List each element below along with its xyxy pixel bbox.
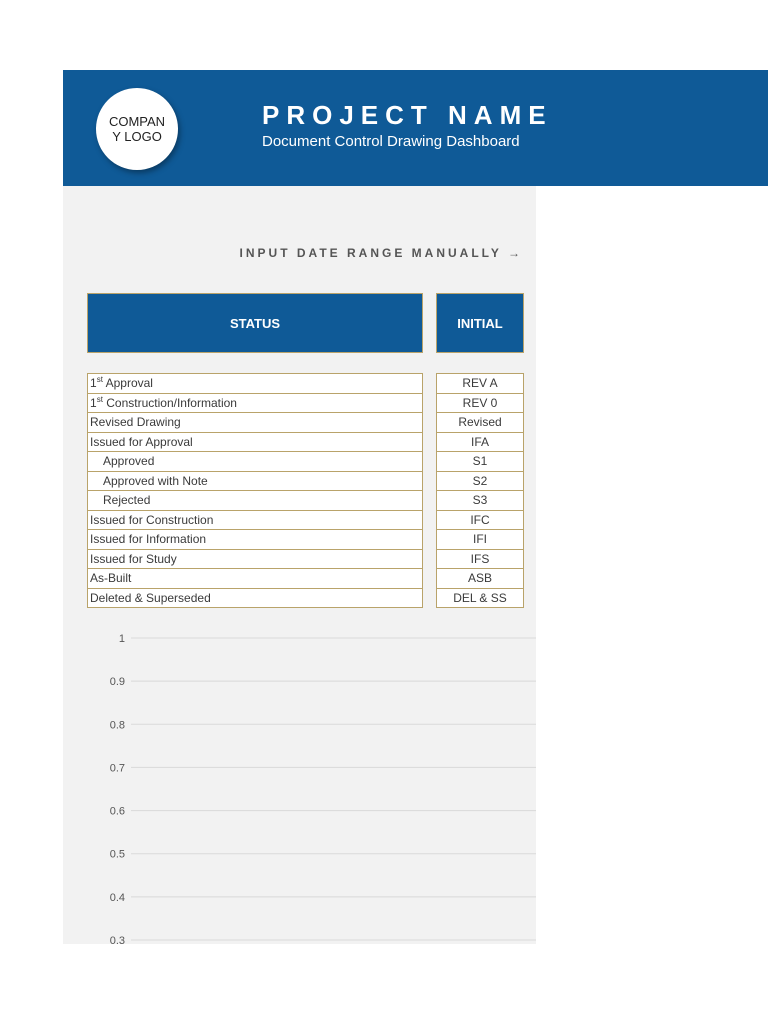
status-cell [87,529,423,550]
status-cell [87,432,423,453]
table-row [63,412,536,432]
status-cell [87,549,423,570]
status-cell [87,373,423,394]
y-tick-label: 0.7 [109,762,125,775]
status-cell [87,568,423,589]
company-logo [96,88,178,170]
initial-cell: IFI [436,529,524,550]
status-label: Issued for Study [90,551,177,566]
initial-cell: S1 [436,451,524,472]
initial-cell: IFS [436,549,524,570]
dashboard-header [63,70,768,186]
y-tick-label: 0.8 [109,719,125,732]
status-chart [63,626,536,944]
status-column-header: STATUS [87,293,423,353]
y-tick-label: 0.4 [109,891,125,904]
table-row [63,549,536,569]
y-tick-label: 0.5 [109,848,125,861]
initial-cell: IFC [436,510,524,531]
status-label: Deleted & Superseded [90,590,211,605]
initial-cell: ASB [436,568,524,589]
status-label: As-Built [90,571,132,585]
table-row [63,373,536,393]
status-number: 1 [90,376,97,390]
initial-cell: IFA [436,432,524,453]
status-label: Construction/Information [102,395,237,410]
status-ordinal-suffix: st [96,394,103,404]
status-label: Approved with Note [103,473,208,488]
dashboard-panel [63,186,536,944]
status-number: 1 [90,395,97,410]
project-title: PROJECT NAME [262,100,553,130]
status-label: Approved [103,454,155,468]
logo-text: COMPANY LOGO [108,114,166,144]
status-cell [87,588,423,609]
y-tick-label: 0.6 [109,805,125,818]
table-row [63,568,536,588]
table-row [63,510,536,530]
status-cell [87,510,423,531]
initial-cell: S2 [436,471,524,492]
initial-cell: DEL & SS [436,588,524,609]
y-tick-label: 0.3 [109,935,125,946]
table-row [63,432,536,452]
initial-column-header: INITIAL [436,293,524,353]
status-label: Issued for Construction [90,512,214,527]
table-row [63,451,536,471]
status-cell [87,490,423,511]
date-range-hint: INPUT DATE RANGE MANUALLY → [239,246,523,260]
table-row [63,529,536,549]
initial-cell: Revised [436,412,524,433]
status-cell [87,393,423,414]
status-label: Rejected [103,493,151,507]
dashboard-subtitle: Document Control Drawing Dashboard [262,133,520,150]
table-row [63,471,536,491]
status-cell [87,471,423,492]
table-row [63,393,536,413]
table-row [63,588,536,608]
initial-cell: REV A [436,373,524,394]
table-row [63,490,536,510]
status-label: Revised Drawing [90,415,181,429]
y-tick-label: 0.9 [109,676,125,689]
status-label: Approval [102,376,153,390]
y-tick-label: 1 [118,633,125,645]
status-cell [87,412,423,433]
status-ordinal-suffix: st [96,375,103,384]
initial-cell: REV 0 [436,393,524,414]
status-label: Issued for Information [90,532,207,546]
initial-cell: S3 [436,490,524,511]
status-cell [87,451,423,472]
status-label: Issued for Approval [90,434,193,449]
